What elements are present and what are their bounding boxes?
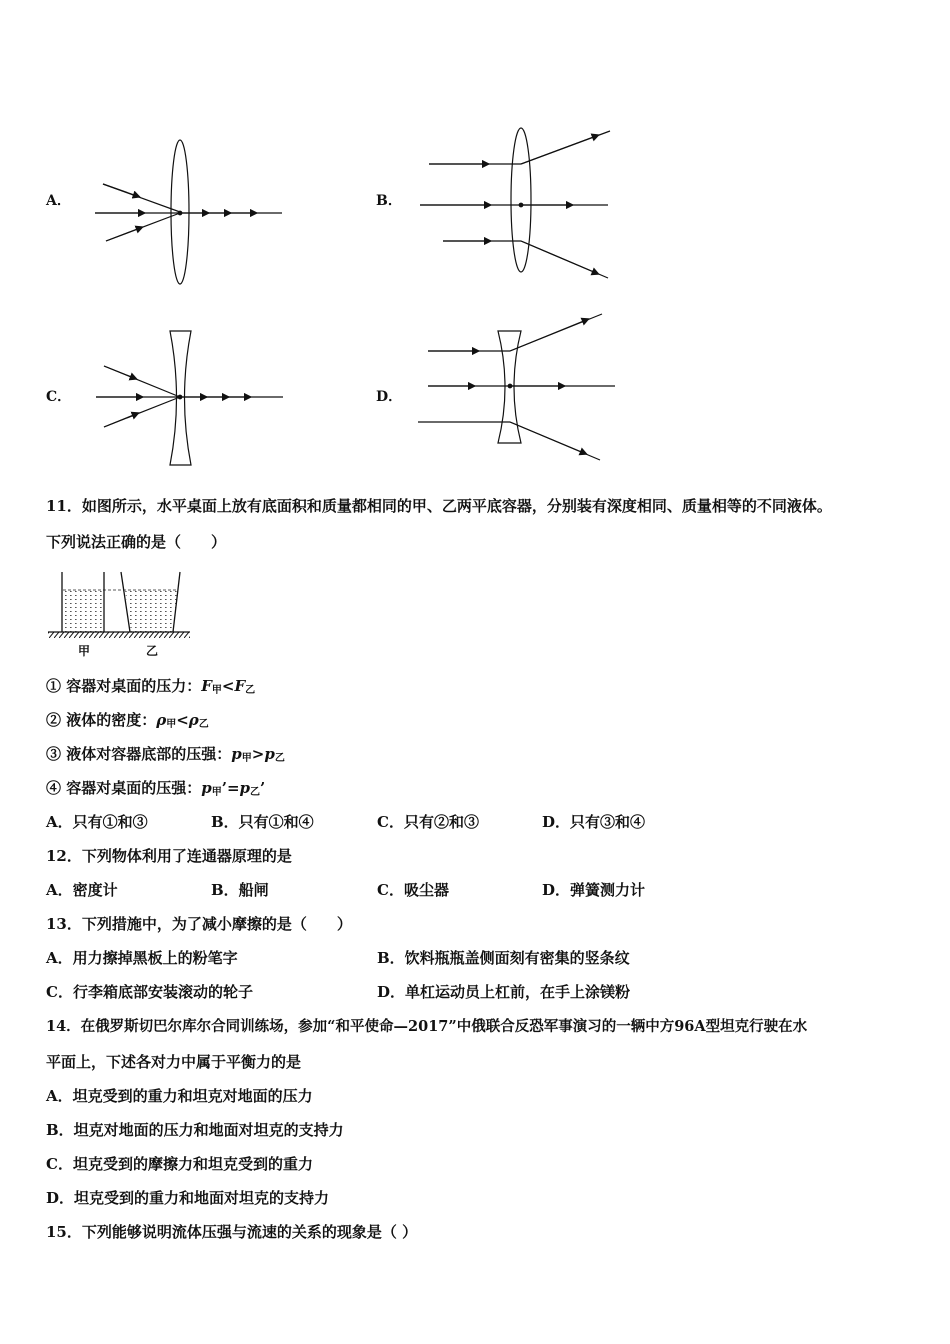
q12-option-b[interactable]: B．船闸 [211,881,269,899]
option-a-label: A． [46,193,71,209]
q12-option-c[interactable]: C．吸尘器 [377,881,449,899]
q11-statement-1: ① 容器对桌面的压力：$F_甲<F_乙$ [46,677,256,696]
q13-option-d[interactable]: D．单杠运动员上杠前，在手上涂镁粉 [377,983,631,1001]
diagram-a-convex-lens [95,140,282,284]
q11-containers-figure [44,566,204,666]
q13-option-a[interactable]: A．用力擦掉黑板上的粉笔字 [46,949,238,967]
q14-option-a[interactable]: A．坦克受到的重力和坦克对地面的压力 [46,1087,313,1105]
q13-stem: 13．下列措施中，为了减小摩擦的是（ ） [46,915,352,933]
q11-stem-line2: 下列说法正确的是（ ） [46,533,227,551]
q14-stem-line2: 平面上，下述各对力中属于平衡力的是 [46,1053,302,1071]
q11-stem-line1: 11．如图所示，水平桌面上放有底面积和质量都相同的甲、乙两平底容器，分别装有深度相同、质量相等的不同液体。 [46,497,832,515]
diagram-c-concave-lens [96,331,283,465]
q11-statement-2: ② 液体的密度：$\rho_甲<\rho_乙$ [46,711,209,730]
option-c-label: C． [46,389,72,405]
q13-option-b[interactable]: B．饮料瓶瓶盖侧面刻有密集的竖条纹 [377,949,630,967]
q14-stem-line1: 14．在俄罗斯切巴尔库尔合同训练场，参加“和平使命—2017”中俄联合反恐军事演习的一辆中方96A型坦克行驶在水 [46,1018,808,1035]
lens-diagrams [0,0,950,480]
diagram-d-concave-lens [418,314,615,460]
q14-option-c[interactable]: C．坦克受到的摩擦力和坦克受到的重力 [46,1155,313,1173]
q11-option-a[interactable]: A．只有①和③ [46,813,148,831]
q11-statement-4: ④ 容器对桌面的压强：$p_甲’=p_乙$’ [46,779,266,798]
q12-option-a[interactable]: A．密度计 [46,881,118,899]
q11-option-c[interactable]: C．只有②和③ [377,813,479,831]
diagram-b-convex-lens [420,128,610,278]
q11-statement-3: ③ 液体对容器底部的压强：$p_甲>p_乙$ [46,745,285,764]
q12-stem: 12．下列物体利用了连通器原理的是 [46,847,292,865]
q13-option-c[interactable]: C．行李箱底部安装滚动的轮子 [46,983,253,1001]
q11-option-b[interactable]: B．只有①和④ [211,813,314,831]
option-b-label: B． [376,193,402,209]
q11-option-d[interactable]: D．只有③和④ [542,813,646,831]
q11-label-yi: 乙 [146,644,159,658]
q12-option-d[interactable]: D．弹簧测力计 [542,881,646,899]
q15-stem: 15．下列能够说明流体压强与流速的关系的现象是（ ） [46,1223,418,1241]
q14-option-b[interactable]: B．坦克对地面的压力和地面对坦克的支持力 [46,1121,344,1139]
option-d-label: D． [376,389,403,405]
q11-label-jia: 甲 [78,644,91,658]
q14-option-d[interactable]: D．坦克受到的重力和地面对坦克的支持力 [46,1189,330,1207]
